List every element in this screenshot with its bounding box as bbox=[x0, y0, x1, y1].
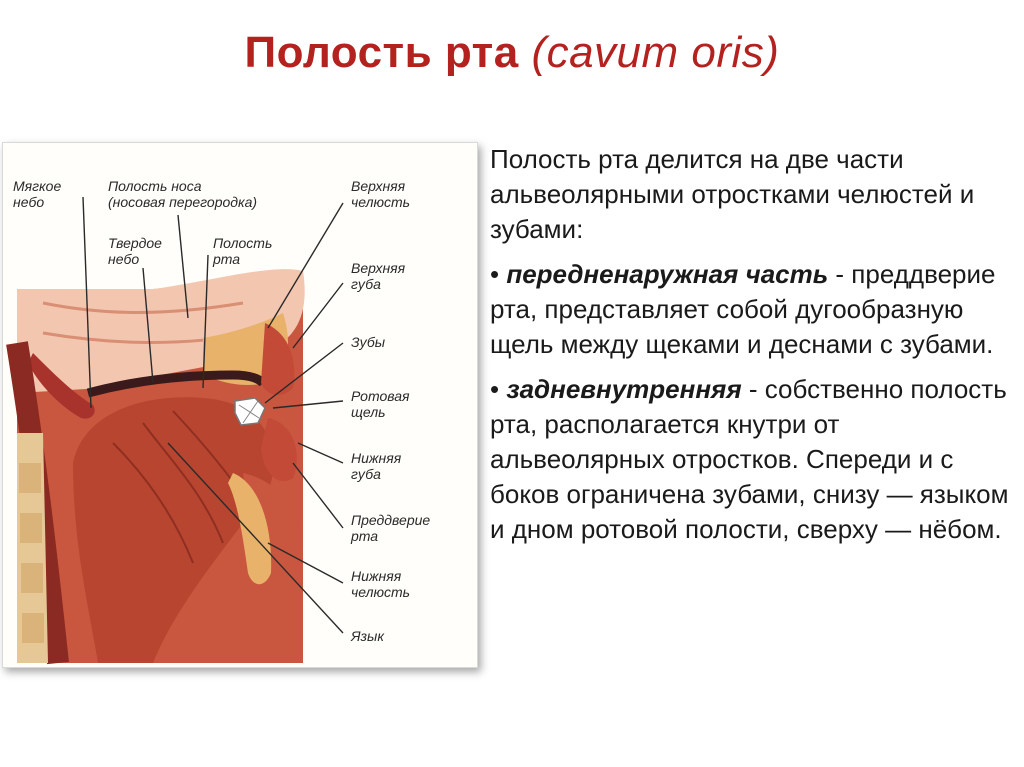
label-oral-cavity-line2: рта bbox=[213, 251, 241, 267]
label-oral-fissure-line1: Ротовая bbox=[351, 388, 410, 404]
label-hard-palate-line2: небо bbox=[108, 251, 140, 267]
bullet-posterior-text: - собственно полость рта, располагается кнутри от альвеолярных отростков. Спереди и с боков ограничена зубами, снизу — языком и дном ротовой полости, сверху — нёбом. bbox=[490, 374, 1009, 544]
label-upper-lip-line1: Верхняя bbox=[351, 260, 406, 276]
label-oral-cavity-line1: Полость bbox=[213, 235, 273, 251]
label-soft-palate-line1: Мягкое bbox=[13, 178, 62, 194]
title-russian: Полость рта bbox=[244, 28, 519, 77]
label-vestibule-line2: рта bbox=[351, 528, 379, 544]
description-text bbox=[490, 142, 1010, 557]
title-latin: (cavum oris) bbox=[531, 28, 780, 77]
label-upper-lip-line2: губа bbox=[351, 276, 381, 292]
label-vestibule-line1: Преддверие bbox=[351, 512, 431, 528]
bullet-anterior-text: - преддверие рта, представляет собой дугообразную щель между щеками и деснами с зубами. bbox=[490, 259, 996, 359]
label-lower-jaw-line2: челюсть bbox=[351, 584, 411, 600]
label-nasal-line2: (носовая перегородка) bbox=[108, 194, 258, 210]
label-teeth: Зубы bbox=[351, 334, 386, 350]
slide-title bbox=[0, 28, 1024, 78]
intro-paragraph: Полость рта делится на две части альвеолярными отростками челюстей и зубами: bbox=[490, 144, 975, 244]
anatomy-figure bbox=[2, 142, 478, 668]
label-lower-lip-line1: Нижняя bbox=[351, 450, 402, 466]
bullet-posterior: • задневнутренняя - собственно полость рта, располагается кнутри от альвеолярных отростков. Спереди и с боков ограничена зубами, снизу — языком и дном ротовой полости, сверху — нёбом. bbox=[490, 374, 1009, 544]
oral-cavity-illustration bbox=[3, 143, 477, 667]
label-upper-jaw-line1: Верхняя bbox=[351, 178, 406, 194]
label-oral-fissure-line2: щель bbox=[351, 404, 386, 420]
label-hard-palate-line1: Твердое bbox=[108, 235, 162, 251]
label-upper-jaw-line2: челюсть bbox=[351, 194, 411, 210]
label-lower-jaw-line1: Нижняя bbox=[351, 568, 402, 584]
bullet-anterior-term: передненаружная часть bbox=[506, 259, 829, 289]
label-tongue: Язык bbox=[351, 628, 384, 644]
label-nasal-line1: Полость носа bbox=[108, 178, 202, 194]
label-soft-palate-line2: небо bbox=[13, 194, 45, 210]
bullet-anterior: • передненаружная часть - преддверие рта, представляет собой дугообразную щель между щеками и деснами с зубами. bbox=[490, 259, 996, 359]
label-lower-lip-line2: губа bbox=[351, 466, 381, 482]
bullet-posterior-term: задневнутренняя bbox=[506, 374, 742, 404]
